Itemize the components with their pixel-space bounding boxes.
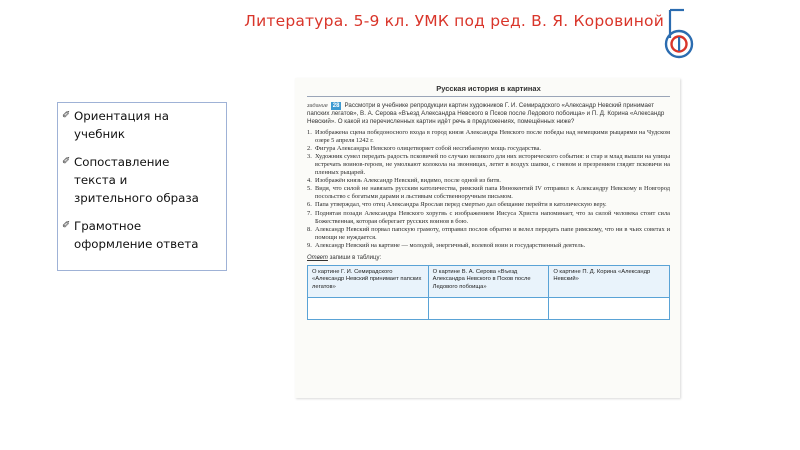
list-item: 8. Александр Невский порвал папскую грамоту, отправил послов обратно и велел передать папе римскому, что ни в чьих советах и помощи не нуждается. (307, 225, 670, 241)
slide-title: Литература. 5-9 кл. УМК под ред. В. Я. Коровиной (244, 12, 664, 30)
task-text: Рассмотри в учебнике репродукции картин художников Г. И. Семирадского «Александр Невский принимает папских легатов», В. А. Серова «Въезд Александра Невского в Псков после Ледового побоища» и П. Д. Корина «Александр Невский». О какой из перечисленных картин идёт речь в предложениях, помещённых ниже? (307, 102, 665, 126)
list-item: 6. Папа утверждал, что отец Александра Ярослав перед смертью дал обещание перейти в католическую веру. (307, 201, 607, 209)
list-item: 1. Изображена сцена победоносного входа в город князя Александра Невского после победы над немецкими рыцарями на Чудском озере 5 апреля 1242 г. (307, 128, 670, 144)
answer-instruction (307, 255, 670, 261)
task-label: задание (307, 103, 328, 109)
list-item: 9. Александр Невский на картине — молодой, энергичный, волевой воин и государственный деятель. (307, 241, 586, 249)
table-cell (308, 298, 429, 320)
key-points-box (57, 102, 227, 271)
statement-list (307, 129, 670, 250)
textbook-page-image (295, 78, 680, 398)
table-cell (549, 298, 670, 320)
answer-text: запиши в таблицу: (329, 255, 382, 262)
list-item: 7. Поднятая позади Александра Невского хоругвь с изображением Иисуса Христа напоминает, что за силой человека стоит сила Божественная, которая оберегает русских воинов в бою. (307, 209, 670, 225)
list-item: 5. Видя, что силой не навязать русским католичества, римский папа Иннокентий IV отправил к Александру Невскому в Новгород посольство с богатыми дарами и льстивым собственноручным письмом. (307, 185, 670, 201)
bullet-item (62, 153, 226, 207)
answer-label: Ответ (307, 255, 328, 262)
table-header: О картине В. А. Серова «Въезд Александра Невского в Псков после Ледового побоища» (428, 266, 549, 298)
checkmark-pencil-icon: ✐ (62, 220, 71, 231)
task-prompt (307, 102, 670, 127)
bullet-text: Грамотное оформление ответа (74, 219, 199, 251)
checkmark-pencil-icon: ✐ (62, 156, 71, 167)
checkmark-pencil-icon: ✐ (62, 110, 71, 121)
bullet-text: Сопоставление текста и зрительного образа (74, 155, 199, 205)
table-header: О картине Г. И. Семирадского «Александр Невский принимает папских легатов» (308, 266, 429, 298)
bullet-text: Ориентация на учебник (74, 109, 169, 141)
list-item: 3. Художник сумел передать радость псковичей по случаю великого для них исторического события: и стар и млад вышли на улицы встречать воинов-героев, не умолкают колокола на звонницах, летят в воздух шапки, с гневом и презрением глядят псковичи на пленных рыцарей. (307, 152, 670, 177)
task-number-badge: 28 (332, 103, 340, 109)
list-item: 2. Фигура Александра Невского олицетворяет собой несгибаемую мощь государства. (307, 144, 541, 152)
bullet-item (62, 217, 226, 253)
table-cell (428, 298, 549, 320)
publisher-logo-icon (662, 8, 696, 60)
answer-table (307, 265, 670, 320)
bullet-item (62, 107, 226, 143)
page-heading: Русская история в картинах (307, 84, 670, 97)
table-header: О картине П. Д. Корина «Александр Невский» (549, 266, 670, 298)
list-item: 4. Изображён князь Александр Невский, видимо, после одной из битв. (307, 177, 501, 185)
